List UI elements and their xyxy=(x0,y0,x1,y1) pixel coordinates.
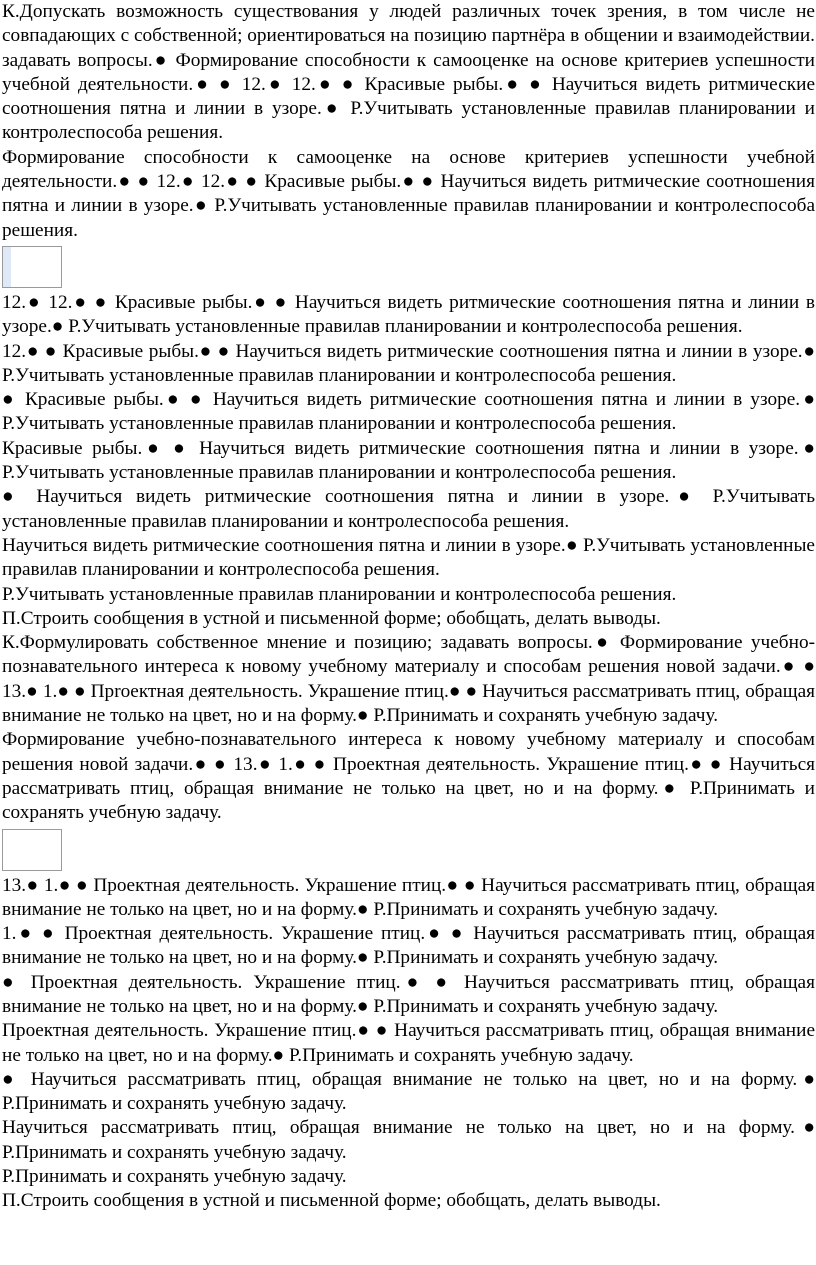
paragraph: 12.● 12.● ● Красивые рыбы.● ● Научиться видеть ритмические соотношения пятна и линии в узоре.● Р.Учитывать установленные правилав планировании и контролеспособа решения. xyxy=(2,291,815,338)
image-placeholder-box xyxy=(2,829,62,871)
paragraph: Формирование учебно-познавательного интереса к новому учебному материалу и способам решения новой задачи.● ● 13.● 1.● ● Пpoектная деятельность. Украшение птиц.● ● Научиться рассматривать птиц, обращая внимание не только на цвет, но и на форму.● Р.Принимать и сохранять учебную задачу. xyxy=(2,729,815,824)
paragraph: 1.● ● Пpoектная деятельность. Украшение птиц.● ● Научиться рассматривать птиц, обращая внимание не только на цвет, но и на форму.● Р.Принимать и сохранять учебную задачу. xyxy=(2,923,815,969)
image-placeholder-box xyxy=(2,246,62,288)
paragraph: Научиться видеть ритмические соотношения пятна и линии в узоре.● Р.Учитывать установленные правилав планировании и контролеспособа решения. xyxy=(2,534,815,581)
paragraph: 12.● ● Красивые рыбы.● ● Научиться видеть ритмические соотношения пятна и линии в узоре.● Р.Учитывать установленные правилав планировании и контролеспособа решения. xyxy=(2,340,815,386)
paragraph: Р.Принимать и сохранять учебную задачу. xyxy=(2,1166,347,1188)
paragraph: 13.● 1.● ● Пpoектная деятельность. Украшение птиц.● ● Научиться рассматривать птиц, обращая внимание не только на цвет, но и на форму.● Р.Принимать и сохранять учебную задачу. xyxy=(2,874,815,920)
paragraph: К.Допускать возможность существования у людей различных точек зрения, в том числе не совпадающих с собственной; ориентироваться на позицию партнёра в общении и взаимодействии. задавать вопросы.● Формирование способности к самооценке на основе критериев успешности учебной деятельности.● ● 12.● 12.● ● Красивые рыбы.● ● Научиться видеть ритмические соотношения пятна и линии в узоре.● Р.Учитывать установленные правилав планировании и контролеспособа решения. xyxy=(2,1,815,144)
paragraph: Формирование способности к самооценке на основе критериев успешности учебной деятельности.● ● 12.● 12.● ● Красивые рыбы.● ● Научиться видеть ритмические соотношения пятна и линии в узоре.● Р.Учитывать установленные правилав планировании и контролеспособа решения. xyxy=(2,146,815,241)
paragraph: ● Пpoектная деятельность. Украшение птиц.● ● Научиться рассматривать птиц, обращая внимание не только на цвет, но и на форму.● Р.Принимать и сохранять учебную задачу. xyxy=(2,971,815,1017)
paragraph: Р.Учитывать установленные правилав планировании и контролеспособа решения. xyxy=(2,583,677,605)
paragraph: ● Научиться рассматривать птиц, обращая внимание не только на цвет, но и на форму.● Р.Принимать и сохранять учебную задачу. xyxy=(2,1068,815,1115)
paragraph: Пpoектная деятельность. Украшение птиц.● ● Научиться рассматривать птиц, обращая внимание не только на цвет, но и на форму.● Р.Принимать и сохранять учебную задачу. xyxy=(2,1020,815,1066)
embedded-object-placeholder xyxy=(0,243,816,291)
paragraph: ● Красивые рыбы.● ● Научиться видеть ритмические соотношения пятна и линии в узоре.● Р.Учитывать установленные правилав планировании и контролеспособа решения. xyxy=(2,389,815,435)
paragraph: П.Строить сообщения в устной и письменной форме; обобщать, делать выводы. xyxy=(2,607,661,629)
paragraph: П.Строить сообщения в устной и письменной форме; обобщать, делать выводы. xyxy=(2,1190,661,1212)
paragraph: Красивые рыбы.● ● Научиться видеть ритмические соотношения пятна и линии в узоре.● Р.Учитывать установленные правилав планировании и контролеспособа решения. xyxy=(2,437,815,484)
paragraph: К.Формулировать собственное мнение и позицию; задавать вопросы.● Формирование учебно-познавательного интереса к новому учебному материалу и способам решения новой задачи.● ● 13.● 1.● ● Пproектная деятельность. Украшение птиц.● ● Научиться рассматривать птиц, обращая внимание не только на цвет, но и на форму.● Р.Принимать и сохранять учебную задачу. xyxy=(2,632,815,727)
paragraph: Научиться рассматривать птиц, обращая внимание не только на цвет, но и на форму.● Р.Принимать и сохранять учебную задачу. xyxy=(2,1117,815,1163)
paragraph: ● Научиться видеть ритмические соотношения пятна и линии в узоре.● Р.Учитывать установленные правилав планировании и контролеспособа решения. xyxy=(2,486,815,532)
embedded-object-placeholder xyxy=(0,826,816,874)
